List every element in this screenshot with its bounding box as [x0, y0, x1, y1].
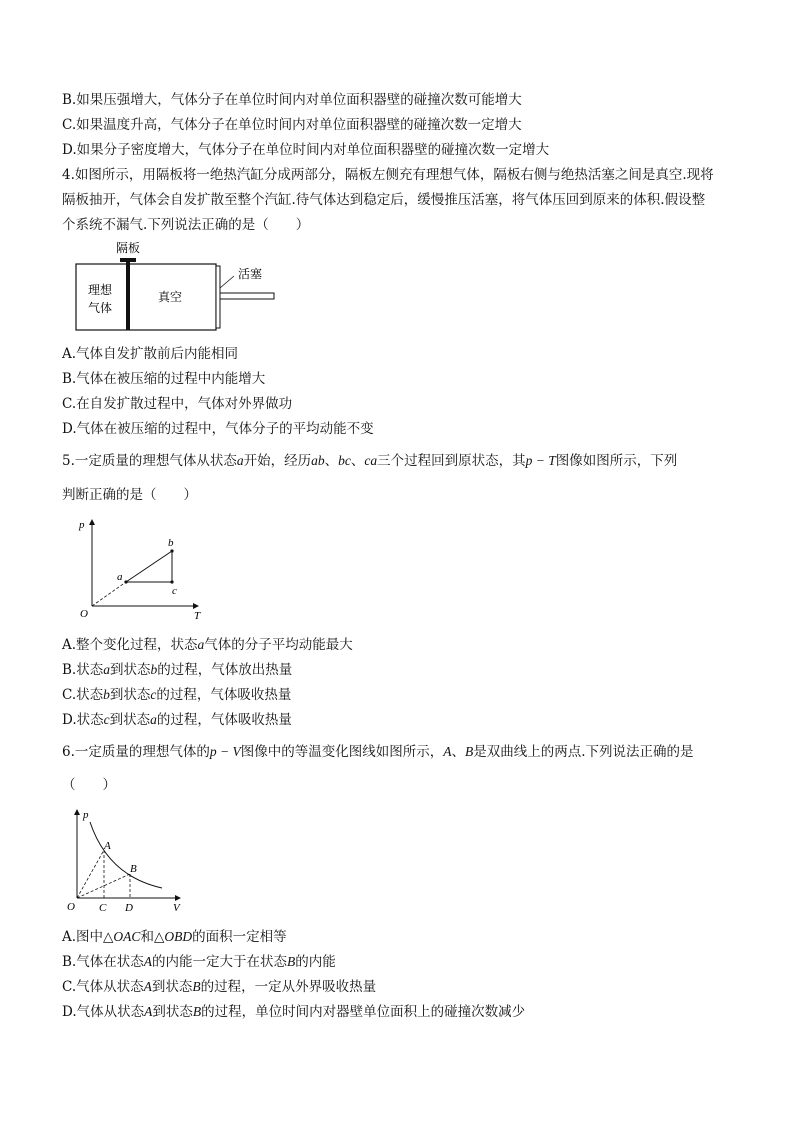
- q4-option-b: B.气体在被压缩的过程中内能增大: [62, 371, 266, 387]
- piston-leader-line: [220, 276, 234, 288]
- dashed-OB: [77, 874, 130, 898]
- label-a: a: [117, 571, 123, 583]
- q6-stem-line2: （ ）: [62, 777, 116, 793]
- q5-option-c: C.状态b到状态c的过程，气体吸收热量: [62, 687, 292, 703]
- point-b: [170, 549, 173, 552]
- q3-option-d: D.如果分子密度增大，气体分子在单位时间内对单位面积器壁的碰撞次数一定增大: [62, 142, 550, 158]
- q6-pV-graph: [62, 804, 192, 916]
- q6-option-b: B.气体在状态A的内能一定大于在状态B的内能: [62, 954, 336, 970]
- origin-label: O: [67, 901, 75, 913]
- label-B: B: [130, 863, 137, 875]
- cylinder-body: [76, 264, 216, 330]
- q4-stem-line2: 隔板抽开，气体会自发扩散至整个汽缸.待气体达到稳定后，缓慢推压活塞，将气体压回到原来的体积.假设整: [62, 192, 706, 208]
- vacuum-label: 真空: [158, 290, 183, 304]
- gas-label-line1: 理想: [88, 283, 113, 297]
- q4-stem-line1: 4.如图所示，用隔板将一绝热汽缸分成两部分，隔板左侧充有理想气体，隔板右侧与绝热活塞之间是真空.现将: [62, 167, 714, 183]
- q4-option-c: C.在自发扩散过程中，气体对外界做功: [62, 396, 293, 412]
- dashed-OA: [77, 850, 104, 898]
- q5-stem-line2: 判断正确的是（ ）: [62, 487, 197, 503]
- piston-label: 活塞: [238, 267, 263, 281]
- dashed-extension: [92, 582, 126, 606]
- q4-option-d: D.气体在被压缩的过程中，气体分子的平均动能不变: [62, 421, 374, 437]
- partition-label: 隔板: [116, 241, 141, 255]
- segment-ab: [126, 551, 172, 582]
- label-A: A: [104, 840, 111, 852]
- q6-option-c: C.气体从状态A到状态B的过程，一定从外界吸收热量: [62, 979, 377, 995]
- label-D: D: [125, 902, 133, 914]
- isotherm-curve: [90, 822, 162, 888]
- q5-option-a: A.整个变化过程，状态a气体的分子平均动能最大: [62, 637, 353, 653]
- q4-cylinder-figure: [70, 238, 290, 336]
- q6-option-a: A.图中△OAC和△OBD的面积一定相等: [62, 929, 287, 945]
- q5-stem-line1: 5.一定质量的理想气体从状态a开始，经历ab、bc、ca三个过程回到原状态，其p − T图像如图所示，下列: [62, 453, 678, 469]
- q5-pT-graph: [74, 516, 214, 624]
- T-axis-label: T: [194, 610, 201, 622]
- gas-label-line2: 气体: [88, 301, 113, 315]
- label-C: C: [99, 902, 107, 914]
- piston-rod: [220, 293, 274, 299]
- point-a: [124, 580, 127, 583]
- piston-plate: [216, 266, 220, 328]
- q6-option-d: D.气体从状态A到状态B的过程，单位时间内对器壁单位面积上的碰撞次数减少: [62, 1004, 526, 1020]
- origin-label: O: [80, 608, 88, 620]
- q5-option-d: D.状态c到状态a的过程，气体吸收热量: [62, 712, 292, 728]
- p-axis-label: p: [83, 809, 89, 821]
- q4-option-a: A.气体自发扩散前后内能相同: [62, 346, 239, 362]
- label-c: c: [172, 585, 177, 597]
- q4-stem-line3: 个系统不漏气.下列说法正确的是（ ）: [62, 217, 310, 233]
- partition-wall: [126, 260, 130, 330]
- q5-option-b: B.状态a到状态b的过程，气体放出热量: [62, 662, 293, 678]
- point-c: [170, 580, 173, 583]
- q3-option-b: B.如果压强增大，气体分子在单位时间内对单位面积器壁的碰撞次数可能增大: [62, 92, 522, 108]
- q6-stem-line1: 6.一定质量的理想气体的p − V图像中的等温变化图线如图所示，A、B是双曲线上的两点.下列说法正确的是: [62, 744, 694, 760]
- p-axis-label: p: [79, 519, 85, 531]
- label-b: b: [168, 537, 174, 549]
- q3-option-c: C.如果温度升高，气体分子在单位时间内对单位面积器壁的碰撞次数一定增大: [62, 117, 522, 133]
- V-axis-label: V: [173, 902, 180, 914]
